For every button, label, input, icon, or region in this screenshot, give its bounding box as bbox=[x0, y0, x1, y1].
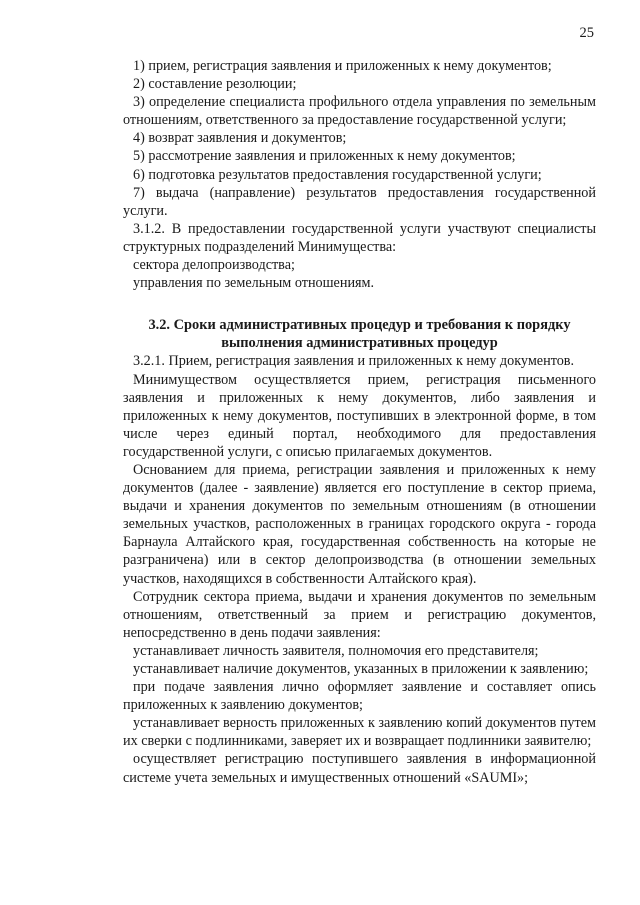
list-item: 1) прием, регистрация заявления и приложенных к нему документов; bbox=[133, 58, 552, 74]
paragraph: устанавливает личность заявителя, полномочия его представителя; bbox=[133, 642, 539, 659]
paragraph: устанавливает наличие документов, указанных в приложении к заявлению; bbox=[133, 661, 589, 677]
list-item: 2) составление резолюции; bbox=[133, 76, 297, 93]
paragraph: Минимуществом осуществляется прием, регистрация письменного заявления и приложенных к нему документов, либо заявления и приложенных к нему документов, поступивших в электронной форме, в том числе через единый портал, необходимого для предоставления государственной услуги, с описью прилагаемых документов. bbox=[123, 371, 596, 460]
clause-3-1-2: 3.1.2. В предоставлении государственной услуги участвуют специалисты структурных подразделений Минимущества: bbox=[123, 220, 596, 255]
page-number: 25 bbox=[579, 25, 594, 41]
section-heading: 3.2. Сроки административных процедур и требования к порядку выполнения административных процедур bbox=[148, 317, 571, 352]
list-item: 4) возврат заявления и документов; bbox=[133, 130, 347, 147]
list-item: 6) подготовка результатов предоставления государственной услуги; bbox=[133, 166, 542, 183]
paragraph: устанавливает верность приложенных к заявлению копий документов путем их сверки с подлинниками, заверяет их и возвращает подлинники заявителю; bbox=[123, 715, 596, 750]
paragraph: Сотрудник сектора приема, выдачи и хранения документов по земельным отношениям, ответственный за прием и регистрацию документов, непосредственно в день подачи заявления: bbox=[123, 588, 596, 641]
unit-item: управления по земельным отношениям. bbox=[133, 275, 375, 292]
unit-item: сектора делопроизводства; bbox=[133, 257, 295, 274]
list-item: 5) рассмотрение заявления и приложенных к нему документов; bbox=[133, 148, 516, 165]
paragraph: Основанием для приема, регистрации заявления и приложенных к нему документов (далее - заявление) является его поступление в сектор приема, выдачи и хранения документов по земельным отношениям (в отношении земельных участков, расположенных в границах городского округа - города Барнаула Алтайского края, государственная собственность на которые не разграничена) или в сектор делопроизводства (в отношении земельных участков, находящихся в собственности Алтайского края). bbox=[123, 461, 596, 587]
list-item: 7) выдача (направление) результатов предоставления государственной услуги. bbox=[123, 184, 596, 219]
document-body bbox=[123, 57, 596, 787]
paragraph: осуществляет регистрацию поступившего заявления в информационной системе учета земельных и имущественных отношений «SAUMI»; bbox=[123, 751, 596, 786]
paragraph: 3.2.1. Прием, регистрация заявления и приложенных к нему документов. bbox=[133, 353, 575, 370]
paragraph: при подаче заявления лично оформляет заявление и составляет опись приложенных к заявлению документов; bbox=[123, 679, 596, 714]
list-item: 3) определение специалиста профильного отдела управления по земельным отношениям, ответственного за предоставление государственной услуги; bbox=[123, 94, 596, 129]
